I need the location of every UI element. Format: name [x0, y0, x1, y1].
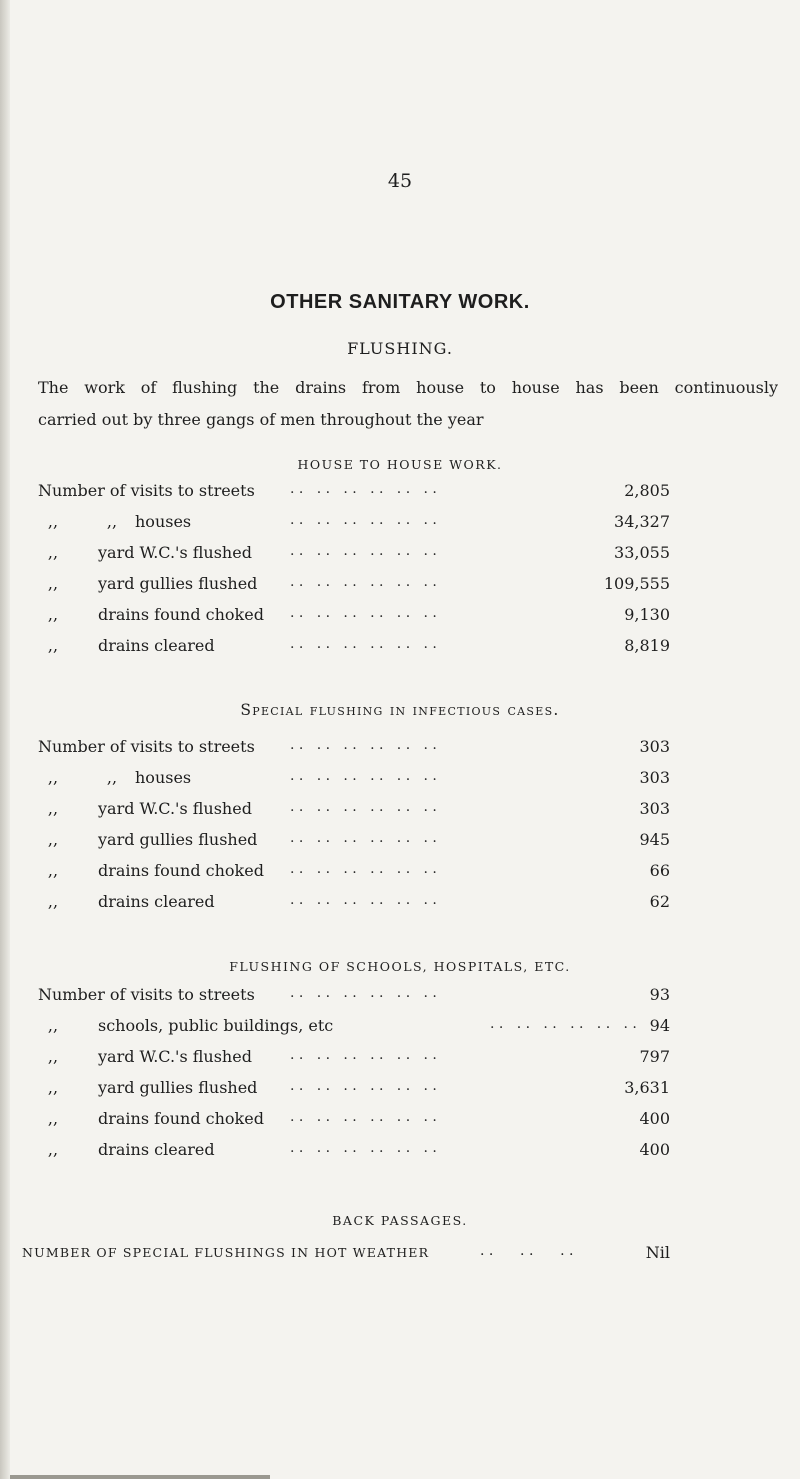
table-row: [0, 1109, 800, 1137]
row-value: 3,631: [624, 1078, 670, 1097]
row-value: 62: [649, 892, 670, 911]
ditto-mark: ,,: [47, 799, 59, 818]
leader-dots: . . . . . . . . . . . .: [290, 512, 437, 528]
section-heading-house-to-house: HOUSE TO HOUSE WORK.: [297, 457, 503, 472]
table-row: [0, 1243, 800, 1271]
table-row: [0, 892, 800, 920]
row-label: houses: [135, 512, 192, 531]
row-value: Nil: [645, 1243, 670, 1262]
row-value: 400: [639, 1109, 670, 1128]
table-row: [0, 636, 800, 664]
table-row: [0, 1078, 800, 1106]
leader-dots: . . . . . . . . . . . .: [290, 481, 437, 497]
table-row: [0, 861, 800, 889]
page-bottom-edge: [10, 1475, 270, 1479]
row-label: drains cleared: [98, 636, 215, 655]
table-row: [0, 543, 800, 571]
ditto-mark: ,,: [106, 512, 118, 531]
row-label: drains found choked: [98, 861, 264, 880]
section-subtitle: FLUSHING.: [347, 339, 453, 358]
row-value: 303: [639, 799, 670, 818]
leader-dots: . . . . . .: [480, 1243, 574, 1259]
page-number: 45: [387, 170, 413, 192]
row-value: 66: [649, 861, 670, 880]
table-row: [0, 481, 800, 509]
row-value: 400: [639, 1140, 670, 1159]
leader-dots: . . . . . . . . . . . .: [290, 799, 437, 815]
section-heading-back-passages: BACK PASSAGES.: [332, 1213, 468, 1228]
ditto-mark: ,,: [47, 1016, 59, 1035]
row-label: yard W.C.'s flushed: [98, 799, 252, 818]
ditto-mark: ,,: [47, 1140, 59, 1159]
row-label: houses: [135, 768, 192, 787]
intro-line-1: The work of flushing the drains from house to house has been continuously: [38, 378, 778, 397]
ditto-mark: ,,: [47, 636, 59, 655]
leader-dots: . . . . . . . . . . . .: [290, 574, 437, 590]
ditto-mark: ,,: [47, 1047, 59, 1066]
row-value: 945: [639, 830, 670, 849]
table-row: [0, 799, 800, 827]
row-label: drains cleared: [98, 1140, 215, 1159]
ditto-mark: ,,: [47, 861, 59, 880]
leader-dots: . . . . . . . . . . . .: [290, 1047, 437, 1063]
row-value: 109,555: [603, 574, 670, 593]
table-row: [0, 1016, 800, 1044]
row-label: drains cleared: [98, 892, 215, 911]
table-row: [0, 1140, 800, 1168]
leader-dots: . . . . . . . . . . . .: [290, 737, 437, 753]
row-value: 797: [639, 1047, 670, 1066]
leader-dots: . . . . . . . . . . . .: [290, 605, 437, 621]
table-row: [0, 605, 800, 633]
row-value: 8,819: [624, 636, 670, 655]
row-label: yard gullies flushed: [98, 574, 258, 593]
page-title: OTHER SANITARY WORK.: [270, 291, 530, 313]
table-row: [0, 768, 800, 796]
row-label: yard gullies flushed: [98, 1078, 258, 1097]
row-value: 34,327: [614, 512, 670, 531]
leader-dots: . . . . . . . . . . . .: [290, 543, 437, 559]
ditto-mark: ,,: [47, 1109, 59, 1128]
row-label: yard W.C.'s flushed: [98, 543, 252, 562]
row-label: drains found choked: [98, 1109, 264, 1128]
table-row: [0, 574, 800, 602]
ditto-mark: ,,: [47, 1078, 59, 1097]
leader-dots: . . . . . . . . . . . .: [290, 830, 437, 846]
ditto-mark: ,,: [47, 768, 59, 787]
leader-dots: . . . . . . . . . . . .: [290, 636, 437, 652]
leader-dots: . . . . . . . . . . . .: [290, 892, 437, 908]
ditto-mark: ,,: [47, 892, 59, 911]
intro-line-2: carried out by three gangs of men throughout the year: [38, 410, 484, 429]
leader-dots: . . . . . . . . . . . .: [290, 768, 437, 784]
row-label: drains found choked: [98, 605, 264, 624]
row-label: NUMBER OF SPECIAL FLUSHINGS IN HOT WEATHER: [22, 1245, 430, 1260]
leader-dots: . . . . . . . . . . . .: [490, 1016, 637, 1032]
row-value: 303: [639, 768, 670, 787]
table-row: [0, 830, 800, 858]
row-label: yard W.C.'s flushed: [98, 1047, 252, 1066]
row-label: Number of visits to streets: [38, 481, 255, 500]
row-label: Number of visits to streets: [38, 737, 255, 756]
row-value: 303: [639, 737, 670, 756]
row-value: 94: [649, 1016, 670, 1035]
leader-dots: . . . . . . . . . . . .: [290, 1140, 437, 1156]
ditto-mark: ,,: [47, 543, 59, 562]
ditto-mark: ,,: [47, 512, 59, 531]
ditto-mark: ,,: [106, 768, 118, 787]
row-label: Number of visits to streets: [38, 985, 255, 1004]
table-row: [0, 512, 800, 540]
table-row: [0, 1047, 800, 1075]
section-heading-schools-hospitals: FLUSHING OF SCHOOLS, HOSPITALS, ETC.: [229, 959, 571, 974]
row-label: yard gullies flushed: [98, 830, 258, 849]
ditto-mark: ,,: [47, 830, 59, 849]
section-heading-infectious-cases: Special flushing in infectious cases.: [240, 701, 560, 719]
row-value: 9,130: [624, 605, 670, 624]
leader-dots: . . . . . . . . . . . .: [290, 861, 437, 877]
table-row: [0, 985, 800, 1013]
row-label: schools, public buildings, etc: [98, 1016, 334, 1035]
ditto-mark: ,,: [47, 605, 59, 624]
leader-dots: . . . . . . . . . . . .: [290, 1109, 437, 1125]
leader-dots: . . . . . . . . . . . .: [290, 1078, 437, 1094]
ditto-mark: ,,: [47, 574, 59, 593]
row-value: 33,055: [614, 543, 670, 562]
table-row: [0, 737, 800, 765]
leader-dots: . . . . . . . . . . . .: [290, 985, 437, 1001]
row-value: 2,805: [624, 481, 670, 500]
row-value: 93: [649, 985, 670, 1004]
